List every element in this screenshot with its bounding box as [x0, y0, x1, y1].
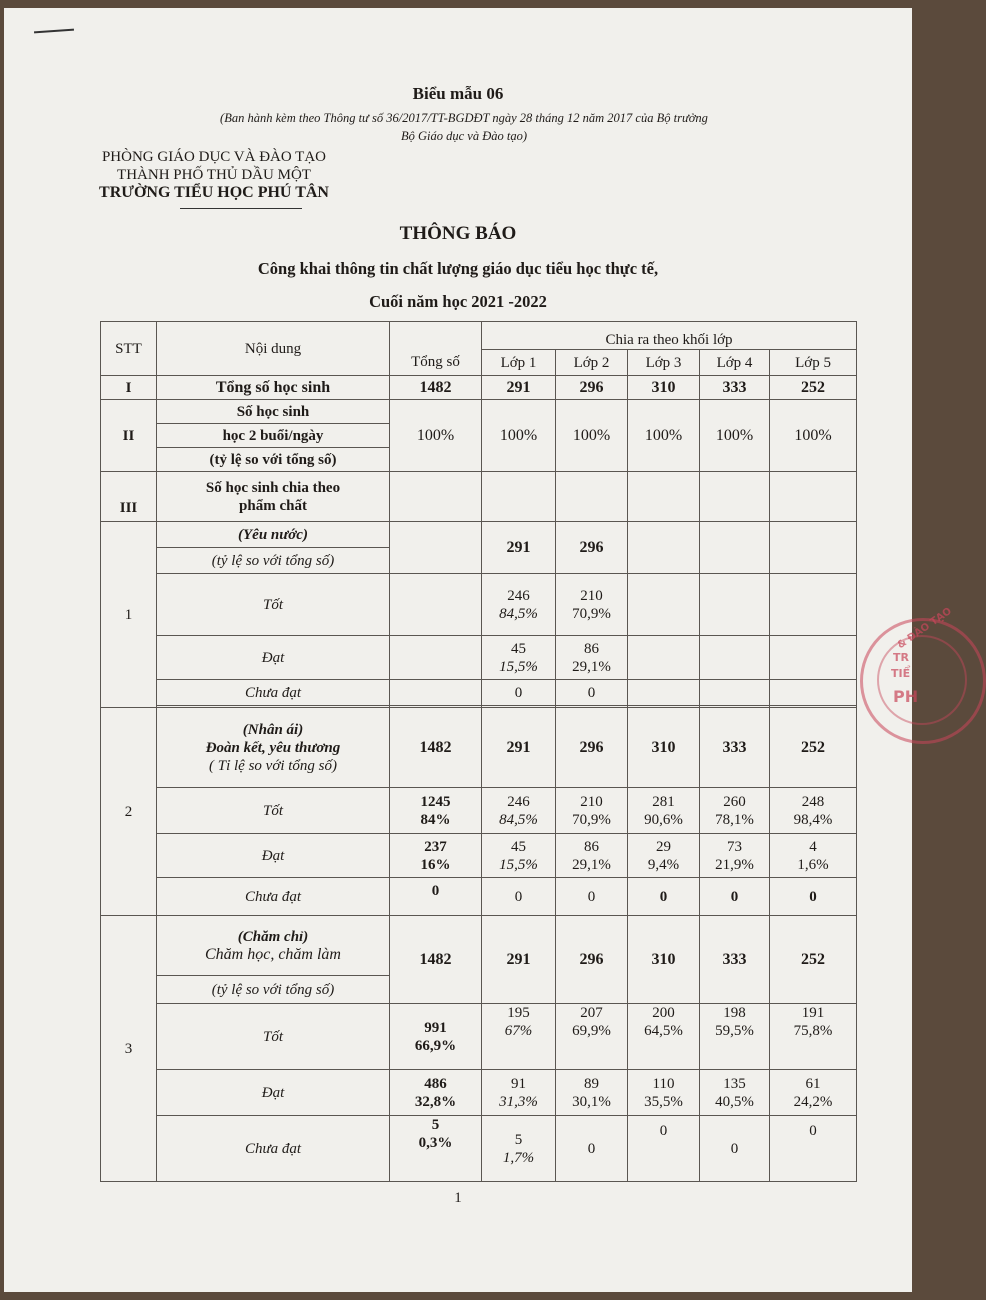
empty-cell [556, 472, 628, 522]
tot-label: Tốt [157, 788, 390, 834]
empty-cell [770, 472, 857, 522]
header-grade-2: Lớp 2 [556, 350, 628, 376]
cell-grade-3: 310 [628, 708, 700, 788]
cell-grade-1: 100% [482, 400, 556, 472]
count: 135 [723, 1075, 746, 1092]
cell-grade-3: 310 [628, 376, 700, 400]
document-title: THÔNG BÁO [399, 223, 517, 244]
table-row [101, 916, 857, 976]
cell-grade-3 [628, 788, 700, 834]
row-label-line1: Số học sinh [157, 400, 390, 424]
cell-grade-4: 333 [700, 376, 770, 400]
empty-cell [700, 522, 770, 574]
percent: 1,6% [797, 856, 829, 873]
pen-mark [34, 29, 74, 34]
count: 5 [514, 1131, 523, 1148]
table-row [101, 400, 857, 424]
chua-label: Chưa đạt [157, 1116, 390, 1182]
count: 237 [424, 838, 447, 855]
cell-grade-5 [770, 788, 857, 834]
count: 73 [727, 838, 742, 855]
percent: 66,9% [414, 1037, 457, 1054]
cell-grade-3: 0 [628, 878, 700, 916]
header-grade-5: Lớp 5 [770, 350, 857, 376]
empty-cell [770, 680, 857, 706]
empty-cell [700, 574, 770, 636]
count: 200 [652, 1005, 675, 1021]
empty-cell [628, 680, 700, 706]
cell-grade-1 [482, 1070, 556, 1116]
chua-label: Chưa đạt [157, 680, 390, 706]
cell-grade-5: 252 [770, 376, 857, 400]
count: 29 [656, 838, 671, 855]
table-row [101, 878, 857, 916]
table-row [101, 1116, 857, 1182]
header-stt: STT [101, 322, 157, 376]
row-stt: I [101, 376, 157, 400]
empty-cell [390, 574, 482, 636]
count: 246 [507, 793, 530, 810]
cell-grade-2: 296 [556, 916, 628, 1004]
table-row [101, 680, 857, 706]
cell-grade-2: 0 [556, 878, 628, 916]
row-total: 1482 [390, 916, 482, 1004]
cell-grade-3: 310 [628, 916, 700, 1004]
cell-grade-2: 296 [556, 376, 628, 400]
tot-label: Tốt [157, 1004, 390, 1070]
count: 246 [507, 587, 530, 604]
cell-grade-4: 333 [700, 916, 770, 1004]
cell-grade-5: 252 [770, 708, 857, 788]
section-label-line2: (tỷ lệ so với tổng số) [157, 548, 390, 574]
cell-grade-5: 0 [770, 1116, 857, 1182]
cell-grade-3 [628, 1070, 700, 1116]
header-total: Tổng số [390, 322, 482, 376]
table-row [101, 636, 857, 680]
count: 110 [652, 1075, 675, 1092]
cell-grade-1: 291 [482, 522, 556, 574]
cell-grade-2 [556, 636, 628, 680]
row-label [157, 472, 390, 522]
row-total [390, 1004, 482, 1070]
section-label-line3: (tỷ lệ so với tổng số) [157, 976, 390, 1004]
cell-grade-4: 0 [700, 1116, 770, 1182]
percent: 0,3% [418, 1135, 453, 1151]
row-label-line2: học 2 buổi/ngày [157, 424, 390, 448]
count: 191 [801, 1005, 825, 1021]
table-row [101, 472, 857, 522]
percent: 15,5% [499, 658, 538, 675]
empty-cell [770, 522, 857, 574]
issued-note [154, 109, 774, 145]
count: 248 [801, 793, 825, 810]
cell-grade-5 [770, 1004, 857, 1070]
row-stt: II [101, 400, 157, 472]
dat-label: Đạt [157, 636, 390, 680]
section-label-line2: Đoàn kết, yêu thương [205, 739, 341, 756]
seal-text-line1: TR [893, 651, 909, 664]
cell-grade-2: 296 [556, 708, 628, 788]
cell-grade-4 [700, 788, 770, 834]
count: 5 [431, 1117, 440, 1133]
cell-grade-2 [556, 574, 628, 636]
header-grade-3: Lớp 3 [628, 350, 700, 376]
empty-cell [700, 636, 770, 680]
cell-grade-1 [482, 574, 556, 636]
percent: 40,5% [715, 1093, 754, 1110]
row-total: 1482 [390, 376, 482, 400]
cell-grade-2: 0 [556, 1116, 628, 1182]
row-stt: 2 [101, 708, 157, 916]
form-number: Biểu mẫu 06 [412, 84, 504, 103]
row-stt: 3 [101, 916, 157, 1182]
agency-city: THÀNH PHỐ THỦ DẦU MỘT [117, 167, 311, 183]
cell-grade-1: 291 [482, 916, 556, 1004]
percent: 84% [420, 811, 451, 828]
table-row [101, 1004, 857, 1070]
cell-grade-4: 0 [700, 878, 770, 916]
cell-grade-1: 291 [482, 708, 556, 788]
school-year: Cuối năm học 2021 -2022 [369, 292, 547, 311]
cell-grade-4 [700, 1070, 770, 1116]
percent: 59,5% [715, 1023, 754, 1039]
row-total [390, 788, 482, 834]
count: 207 [580, 1005, 603, 1021]
cell-grade-3: 100% [628, 400, 700, 472]
empty-cell [770, 574, 857, 636]
row-total [390, 834, 482, 878]
count: 486 [424, 1075, 447, 1092]
percent: 31,3% [499, 1093, 538, 1110]
school-underline [180, 208, 302, 209]
table-row [101, 522, 857, 548]
percent: 84,5% [499, 605, 538, 622]
header-grade-4: Lớp 4 [700, 350, 770, 376]
count: 61 [805, 1075, 821, 1092]
count: 210 [580, 587, 603, 604]
cell-grade-2: 296 [556, 522, 628, 574]
percent: 78,1% [715, 811, 754, 828]
cell-grade-2 [556, 788, 628, 834]
row-total: 0 [390, 878, 482, 916]
document-subtitle: Công khai thông tin chất lượng giáo dục tiểu học thực tế, [257, 259, 659, 278]
official-seal [860, 605, 986, 744]
empty-cell [482, 472, 556, 522]
table-row [101, 1070, 857, 1116]
agency-department: PHÒNG GIÁO DỤC VÀ ĐÀO TẠO [101, 149, 327, 165]
cell-grade-2: 100% [556, 400, 628, 472]
empty-cell [628, 522, 700, 574]
seal-inner-ring [877, 635, 967, 725]
empty-cell [770, 636, 857, 680]
cell-grade-1 [482, 1004, 556, 1070]
cell-grade-4: 100% [700, 400, 770, 472]
cell-grade-1: 0 [482, 680, 556, 706]
count: 198 [723, 1005, 746, 1021]
table-row [101, 708, 857, 788]
count: 991 [424, 1019, 447, 1036]
cell-grade-2 [556, 1070, 628, 1116]
school-name: TRƯỜNG TIỂU HỌC PHÚ TÂN [99, 184, 329, 201]
row-total: 1482 [390, 708, 482, 788]
document-page [4, 8, 954, 1292]
row-label-line2: phẩm chất [239, 497, 307, 514]
percent: 16% [420, 856, 451, 873]
table-row [101, 574, 857, 636]
count: 260 [723, 793, 746, 810]
percent: 90,6% [644, 811, 683, 828]
row-label-line3: (tỷ lệ so với tổng số) [157, 448, 390, 472]
cell-grade-1 [482, 636, 556, 680]
empty-cell [390, 472, 482, 522]
dat-label: Đạt [157, 1070, 390, 1116]
dat-label: Đạt [157, 834, 390, 878]
empty-cell [628, 636, 700, 680]
row-total [390, 1116, 482, 1182]
row-stt: III [101, 472, 157, 522]
count: 210 [580, 793, 603, 810]
table-row [101, 788, 857, 834]
cell-grade-5 [770, 1070, 857, 1116]
issued-note-line2: Bộ Giáo dục và Đào tạo) [400, 129, 528, 143]
row-total [390, 1070, 482, 1116]
percent: 70,9% [572, 605, 611, 622]
percent: 69,9% [572, 1023, 611, 1039]
count: 86 [584, 838, 599, 855]
cell-grade-3: 0 [628, 1116, 700, 1182]
header-grade-1: Lớp 1 [482, 350, 556, 376]
issuing-agency [64, 148, 364, 209]
row-total: 100% [390, 400, 482, 472]
cell-grade-4 [700, 1004, 770, 1070]
issued-note-line1: (Ban hành kèm theo Thông tư số 36/2017/TT-BGDĐT ngày 28 tháng 12 năm 2017 của Bộ trưởng [220, 111, 708, 125]
empty-cell [628, 472, 700, 522]
cell-grade-1: 291 [482, 376, 556, 400]
empty-cell [700, 680, 770, 706]
seal-text-line3: PH [893, 687, 919, 706]
count: 195 [507, 1005, 530, 1021]
count: 45 [511, 640, 526, 657]
seal-text-top: & ĐÀO TẠO [895, 605, 954, 652]
cell-grade-5: 252 [770, 916, 857, 1004]
count: 1245 [420, 793, 451, 810]
cell-grade-3 [628, 834, 700, 878]
percent: 21,9% [715, 856, 754, 873]
percent: 29,1% [572, 658, 611, 675]
cell-grade-5: 100% [770, 400, 857, 472]
percent: 30,1% [572, 1093, 611, 1110]
count: 45 [511, 838, 526, 855]
row-label-line1: Số học sinh chia theo [205, 479, 341, 496]
section-label [157, 708, 390, 788]
cell-grade-1 [482, 1116, 556, 1182]
percent: 67% [504, 1023, 533, 1039]
cell-grade-5 [770, 834, 857, 878]
count: 91 [511, 1075, 526, 1092]
empty-cell [628, 574, 700, 636]
cell-grade-1 [482, 834, 556, 878]
percent: 35,5% [644, 1093, 683, 1110]
empty-cell [390, 636, 482, 680]
cell-grade-2 [556, 1004, 628, 1070]
page-number: 1 [454, 1190, 462, 1206]
cell-grade-4: 333 [700, 708, 770, 788]
cell-grade-4 [700, 834, 770, 878]
percent: 98,4% [793, 811, 833, 828]
chua-label: Chưa đạt [157, 878, 390, 916]
percent: 64,5% [644, 1023, 683, 1039]
cell-grade-1: 0 [482, 878, 556, 916]
section-label-line3: ( Tỉ lệ so với tổng số) [209, 757, 337, 774]
section-label [157, 916, 390, 976]
percent: 75,8% [793, 1023, 833, 1039]
section-label-line1: (Yêu nước) [157, 522, 390, 548]
section-label-line1: (Nhân ái) [242, 721, 304, 738]
percent: 32,8% [414, 1093, 457, 1110]
cell-grade-5: 0 [770, 878, 857, 916]
empty-cell [700, 472, 770, 522]
empty-cell [390, 522, 482, 574]
cell-grade-2 [556, 834, 628, 878]
row-label: Tổng số học sinh [157, 376, 390, 400]
count: 281 [652, 793, 675, 810]
count: 86 [584, 640, 599, 657]
header-by-grade: Chia ra theo khối lớp [482, 322, 857, 350]
seal-text-line2: TIỂ [891, 667, 911, 680]
cell-grade-1 [482, 788, 556, 834]
count: 89 [584, 1075, 599, 1092]
section-label-line2: Chăm học, chăm làm [205, 945, 341, 963]
percent: 29,1% [572, 856, 611, 873]
tot-label: Tốt [157, 574, 390, 636]
section-label-line1: (Chăm chỉ) [237, 928, 309, 945]
header-content: Nội dung [157, 322, 390, 376]
percent: 9,4% [647, 856, 680, 873]
percent: 24,2% [793, 1093, 833, 1110]
percent: 84,5% [499, 811, 538, 828]
row-stt: 1 [101, 522, 157, 708]
table-row [101, 376, 857, 400]
header-row [101, 322, 857, 350]
table-row [101, 834, 857, 878]
percent: 70,9% [572, 811, 611, 828]
cell-grade-3 [628, 1004, 700, 1070]
percent: 1,7% [502, 1149, 535, 1166]
quality-table [100, 321, 857, 1182]
percent: 15,5% [499, 856, 538, 873]
count: 4 [809, 838, 817, 855]
empty-cell [390, 680, 482, 706]
cell-grade-2: 0 [556, 680, 628, 706]
